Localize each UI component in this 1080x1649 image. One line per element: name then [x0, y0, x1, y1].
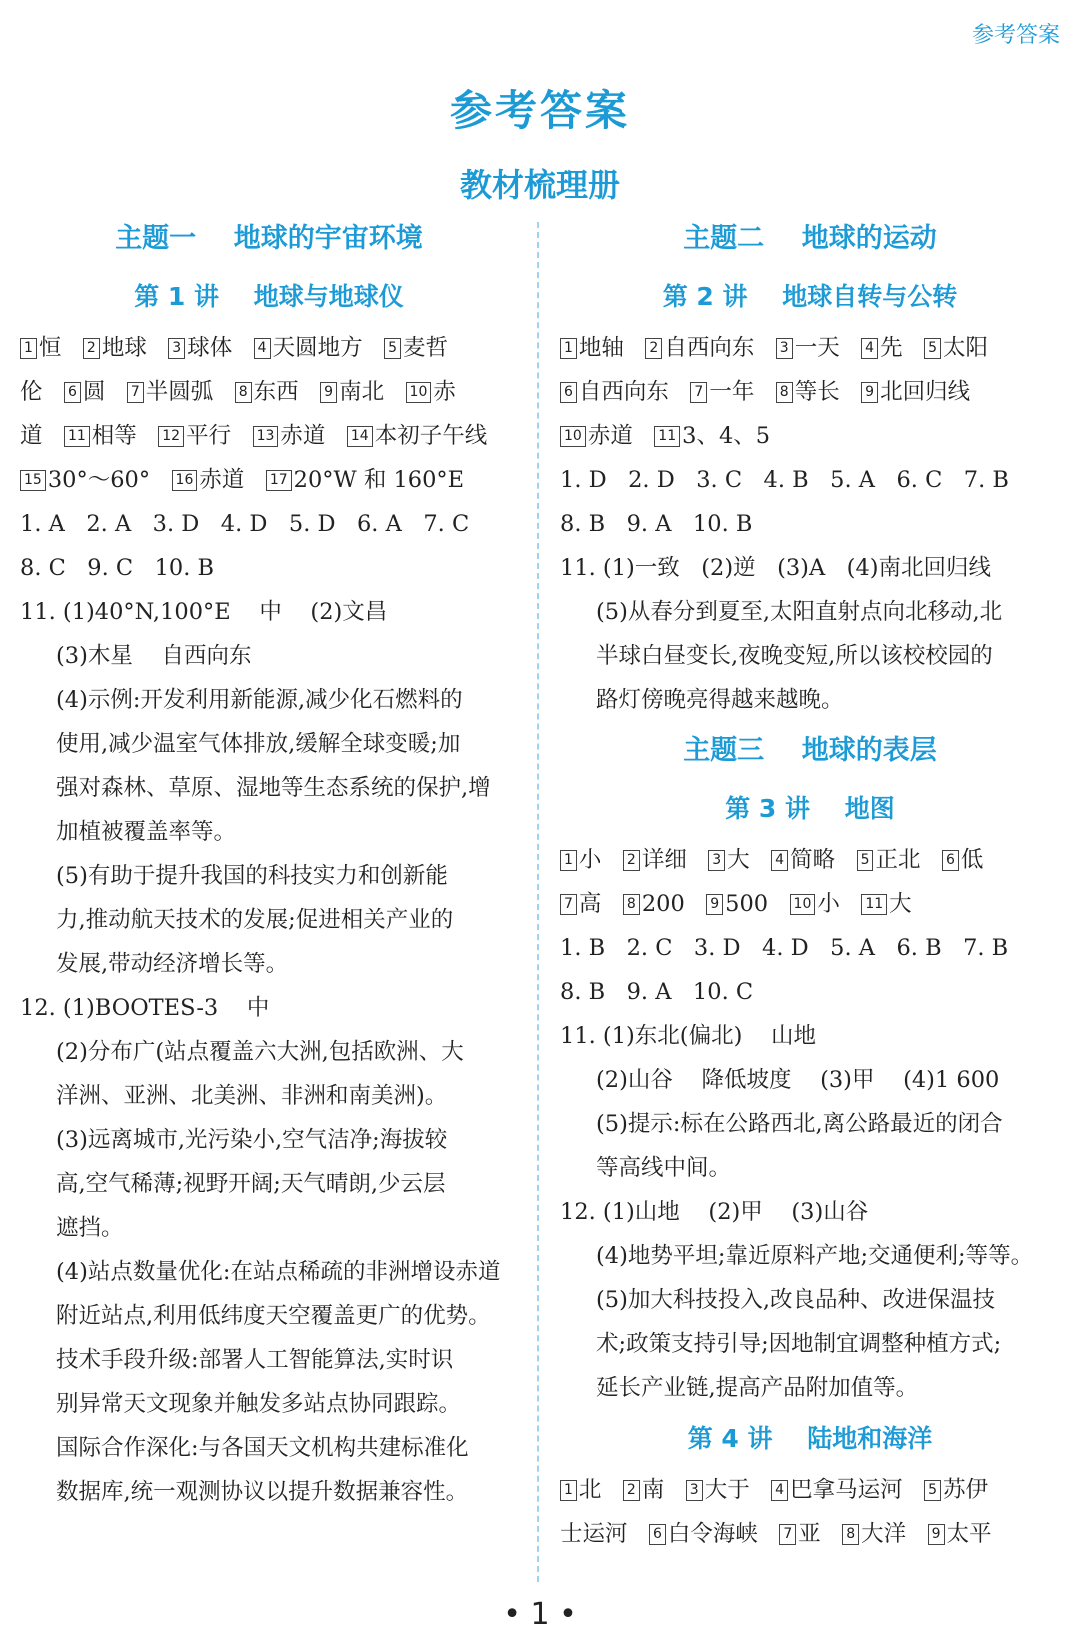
answer-line — [560, 458, 1060, 502]
answer-text: 11. (1)40°N,100°E 中 (2)文昌 — [20, 599, 388, 625]
answer-line — [560, 838, 1060, 882]
answer-text: 北回归线 — [880, 379, 971, 405]
answer-text: (5)有助于提升我国的科技实力和创新能 — [56, 863, 448, 889]
blank-number-box: 8 — [776, 382, 793, 403]
blank-number-box: 14 — [347, 426, 373, 447]
answer-text: (4)站点数量优化:在站点稀疏的非洲增设赤道 — [56, 1259, 501, 1285]
answer-line — [20, 1338, 518, 1382]
answer-line — [560, 326, 1060, 370]
answer-line — [560, 970, 1060, 1014]
topic-heading: 主题二 地球的运动 — [683, 223, 937, 254]
blank-number-box: 8 — [235, 382, 252, 403]
answer-text: 一年 — [709, 379, 776, 405]
blank-number-box: 5 — [924, 1480, 941, 1501]
blank-number-box: 11 — [64, 426, 90, 447]
answer-line — [560, 1146, 1060, 1190]
answer-text: 地轴 — [578, 335, 646, 361]
answer-text: (5)加大科技投入,改良品种、改进保温技 — [596, 1287, 996, 1313]
answer-line — [560, 502, 1060, 546]
answer-text: (5)从春分到夏至,太阳直射点向北移动,北 — [596, 599, 1003, 625]
answer-line — [20, 678, 518, 722]
blank-number-box: 16 — [172, 470, 198, 491]
answer-line — [560, 1102, 1060, 1146]
header-tag: 参考答案 — [971, 23, 1060, 48]
blank-number-box: 2 — [623, 1480, 640, 1501]
answer-line — [20, 1470, 518, 1514]
blank-number-box: 10 — [560, 426, 586, 447]
answer-line — [20, 1206, 518, 1250]
answer-text: 麦哲 — [402, 335, 448, 361]
answer-line — [560, 634, 1060, 678]
answer-line — [20, 722, 518, 766]
answer-text: 低 — [960, 847, 984, 873]
answer-text: 圆 — [82, 379, 127, 405]
topic-heading: 主题三 地球的表层 — [683, 735, 937, 766]
blank-number-box: 9 — [861, 382, 878, 403]
lecture-heading: 第 4 讲 陆地和海洋 — [687, 1424, 933, 1453]
answer-text: 20°W 和 160°E — [293, 467, 465, 493]
answer-text: 1. D 2. D 3. C 4. B 5. A 6. C 7. B — [560, 467, 1009, 493]
blank-number-box: 4 — [254, 338, 271, 359]
answer-text: 半圆弧 — [145, 379, 235, 405]
answer-text: 发展,带动经济增长等。 — [56, 951, 289, 977]
answer-text: 太阳 — [942, 335, 988, 361]
answer-text: 国际合作深化:与各国天文机构共建标准化 — [56, 1435, 469, 1461]
answer-text: 8. B 9. A 10. C — [560, 979, 754, 1005]
answer-text: 恒 — [38, 335, 83, 361]
answer-line — [20, 942, 518, 986]
answer-line — [20, 1382, 518, 1426]
left-column — [20, 210, 518, 1514]
answer-text: 30°～60° — [47, 467, 172, 493]
blank-number-box: 6 — [649, 1524, 666, 1545]
blank-number-box: 1 — [560, 850, 577, 871]
blank-number-box: 17 — [266, 470, 292, 491]
answer-text: 数据库,统一观测协议以提升数据兼容性。 — [56, 1479, 469, 1505]
answer-text: 小 — [817, 891, 862, 917]
answer-text: 自西向东 — [578, 379, 691, 405]
answer-text: 本初子午线 — [374, 423, 488, 449]
answer-text: 大于 — [704, 1477, 772, 1503]
answer-line — [20, 414, 518, 458]
answer-text: 8. C 9. C 10. B — [20, 555, 215, 581]
answer-text: 道 — [20, 423, 64, 449]
answer-text: 1. B 2. C 3. D 4. D 5. A 6. B 7. B — [560, 935, 1009, 961]
answer-text: 巴拿马运河 — [790, 1477, 925, 1503]
answer-text: 天圆地方 — [272, 335, 385, 361]
answer-line — [20, 854, 518, 898]
answer-text: 等长 — [794, 379, 862, 405]
answer-line — [20, 634, 518, 678]
lecture-heading: 第 2 讲 地球自转与公转 — [662, 282, 958, 311]
answer-text: 技术手段升级:部署人工智能算法,实时识 — [56, 1347, 454, 1373]
answer-text: (5)提示:标在公路西北,离公路最近的闭合 — [596, 1111, 1003, 1137]
answer-text: 术;政策支持引导;因地制宜调整种植方式; — [596, 1331, 1002, 1357]
answer-text: (3)远离城市,光污染小,空气洁净;海拔较 — [56, 1127, 448, 1153]
blank-number-box: 11 — [654, 426, 680, 447]
blank-number-box: 11 — [861, 894, 887, 915]
blank-number-box: 8 — [842, 1524, 859, 1545]
answer-line — [560, 678, 1060, 722]
answer-text: 高 — [578, 891, 623, 917]
answer-line — [20, 546, 518, 590]
blank-number-box: 12 — [158, 426, 184, 447]
answer-line — [20, 766, 518, 810]
page-number: • 1 • — [503, 1597, 577, 1632]
blank-number-box: 6 — [942, 850, 959, 871]
answer-text: 赤道 — [199, 467, 266, 493]
answer-line — [20, 1030, 518, 1074]
answer-text: 白令海峡 — [667, 1521, 780, 1547]
right-column — [560, 210, 1060, 1556]
blank-number-box: 7 — [690, 382, 707, 403]
answer-text: (2)山谷 降低坡度 (3)甲 (4)1 600 — [596, 1067, 1000, 1093]
answer-line — [560, 590, 1060, 634]
blank-number-box: 5 — [384, 338, 401, 359]
answer-line — [560, 1468, 1060, 1512]
blank-number-box: 2 — [83, 338, 100, 359]
blank-number-box: 3 — [776, 338, 793, 359]
answer-line — [20, 898, 518, 942]
blank-number-box: 9 — [928, 1524, 945, 1545]
answer-line — [560, 1234, 1060, 1278]
blank-number-box: 8 — [623, 894, 640, 915]
answer-line — [560, 1366, 1060, 1410]
answer-text: 加植被覆盖率等。 — [56, 819, 237, 845]
blank-number-box: 4 — [861, 338, 878, 359]
answer-text: 士运河 — [560, 1521, 649, 1547]
blank-number-box: 7 — [560, 894, 577, 915]
answer-text: 使用,减少温室气体排放,缓解全球变暖;加 — [56, 731, 461, 757]
answer-line — [20, 1250, 518, 1294]
answer-text: 平行 — [186, 423, 253, 449]
answer-text: 1. A 2. A 3. D 4. D 5. D 6. A 7. C — [20, 511, 470, 537]
blank-number-box: 13 — [253, 426, 279, 447]
blank-number-box: 15 — [20, 470, 46, 491]
answer-line — [560, 1322, 1060, 1366]
blank-number-box: 4 — [771, 850, 788, 871]
answer-line — [20, 1426, 518, 1470]
answer-text: 洋洲、亚洲、北美洲、非洲和南美洲)。 — [56, 1083, 448, 1109]
answer-line — [560, 414, 1060, 458]
answer-text: 12. (1)山地 (2)甲 (3)山谷 — [560, 1199, 869, 1225]
column-divider — [537, 222, 539, 1582]
answer-text: 简略 — [790, 847, 857, 873]
answer-text: 3、4、5 — [682, 423, 771, 449]
blank-number-box: 9 — [320, 382, 337, 403]
answer-line — [560, 1058, 1060, 1102]
answer-line — [20, 590, 518, 634]
blank-number-box: 2 — [645, 338, 662, 359]
answer-text: 伦 — [20, 379, 64, 405]
answer-text: 一天 — [794, 335, 862, 361]
answer-text: 半球白昼变长,夜晚变短,所以该校校园的 — [596, 643, 993, 669]
answer-text: 亚 — [798, 1521, 843, 1547]
blank-number-box: 1 — [560, 1480, 577, 1501]
answer-text: 大 — [727, 847, 772, 873]
answer-text: 11. (1)一致 (2)逆 (3)A (4)南北回归线 — [560, 555, 992, 581]
answer-text: 地球 — [101, 335, 169, 361]
blank-number-box: 6 — [560, 382, 577, 403]
answer-line — [20, 370, 518, 414]
blank-number-box: 3 — [708, 850, 725, 871]
answer-line — [560, 926, 1060, 970]
blank-number-box: 7 — [127, 382, 144, 403]
answer-text: 详细 — [641, 847, 709, 873]
answer-text: 苏伊 — [942, 1477, 988, 1503]
answer-line — [560, 1014, 1060, 1058]
answer-text: (2)分布广(站点覆盖六大洲,包括欧洲、大 — [56, 1039, 464, 1065]
answer-text: 别异常天文现象并触发多站点协同跟踪。 — [56, 1391, 462, 1417]
answer-line — [20, 1074, 518, 1118]
answer-text: 等高线中间。 — [596, 1155, 732, 1181]
blank-number-box: 1 — [560, 338, 577, 359]
answer-text: 赤道 — [587, 423, 655, 449]
topic-heading: 主题一 地球的宇宙环境 — [115, 223, 423, 254]
answer-text: 强对森林、草原、湿地等生态系统的保护,增 — [56, 775, 491, 801]
answer-text: 路灯傍晚亮得越来越晚。 — [596, 687, 844, 713]
answer-text: 大洋 — [861, 1521, 928, 1547]
answer-text: 延长产业链,提高产品附加值等。 — [596, 1375, 919, 1401]
answer-text: (4)地势平坦;靠近原料产地;交通便利;等等。 — [596, 1243, 1034, 1269]
answer-text: 太平 — [946, 1521, 992, 1547]
answer-line — [560, 882, 1060, 926]
answer-text: 南 — [641, 1477, 686, 1503]
answer-line — [20, 326, 518, 370]
answer-text: 小 — [578, 847, 623, 873]
blank-number-box: 1 — [20, 338, 37, 359]
blank-number-box: 4 — [771, 1480, 788, 1501]
answer-text: 赤 — [433, 379, 456, 405]
answer-text: 球体 — [187, 335, 254, 361]
answer-text: 自西向东 — [664, 335, 776, 361]
blank-number-box: 3 — [168, 338, 185, 359]
answer-text: 高,空气稀薄;视野开阔;天气晴朗,少云层 — [56, 1171, 446, 1197]
answer-text: 相等 — [91, 423, 159, 449]
blank-number-box: 9 — [706, 894, 723, 915]
page-subtitle: 教材梳理册 — [459, 166, 620, 204]
answer-line — [20, 1162, 518, 1206]
answer-line — [560, 1512, 1060, 1556]
blank-number-box: 5 — [857, 850, 874, 871]
answer-text: 先 — [880, 335, 925, 361]
answer-text: 200 — [641, 891, 707, 917]
blank-number-box: 2 — [623, 850, 640, 871]
answer-text: 南北 — [339, 379, 406, 405]
answer-text: 力,推动航天技术的发展;促进相关产业的 — [56, 907, 454, 933]
answer-line — [20, 986, 518, 1030]
answer-text: 11. (1)东北(偏北) 山地 — [560, 1023, 816, 1049]
answer-text: 北 — [578, 1477, 623, 1503]
answer-line — [20, 1294, 518, 1338]
blank-number-box: 6 — [64, 382, 81, 403]
answer-text: 大 — [889, 891, 912, 917]
lecture-heading: 第 3 讲 地图 — [725, 794, 895, 823]
answer-line — [20, 1118, 518, 1162]
blank-number-box: 7 — [779, 1524, 796, 1545]
answer-text: 8. B 9. A 10. B — [560, 511, 753, 537]
answer-text: 赤道 — [280, 423, 347, 449]
answer-text: 附近站点,利用低纬度天空覆盖更广的优势。 — [56, 1303, 491, 1329]
answer-text: 东西 — [253, 379, 321, 405]
answer-text: 500 — [725, 891, 790, 917]
answer-text: 12. (1)BOOTES-3 中 — [20, 995, 270, 1021]
page-title: 参考答案 — [449, 86, 630, 135]
blank-number-box: 10 — [406, 382, 432, 403]
lecture-heading: 第 1 讲 地球与地球仪 — [134, 282, 404, 311]
blank-number-box: 10 — [790, 894, 816, 915]
blank-number-box: 5 — [924, 338, 941, 359]
answer-line — [20, 810, 518, 854]
answer-text: (4)示例:开发利用新能源,减少化石燃料的 — [56, 687, 463, 713]
answer-text: (3)木星 自西向东 — [56, 643, 252, 669]
answer-text: 遮挡。 — [56, 1215, 124, 1241]
answer-line — [560, 1278, 1060, 1322]
answer-line — [560, 546, 1060, 590]
answer-line — [560, 370, 1060, 414]
blank-number-box: 3 — [686, 1480, 703, 1501]
answer-line — [20, 458, 518, 502]
answer-line — [560, 1190, 1060, 1234]
answer-text: 正北 — [875, 847, 942, 873]
answer-line — [20, 502, 518, 546]
